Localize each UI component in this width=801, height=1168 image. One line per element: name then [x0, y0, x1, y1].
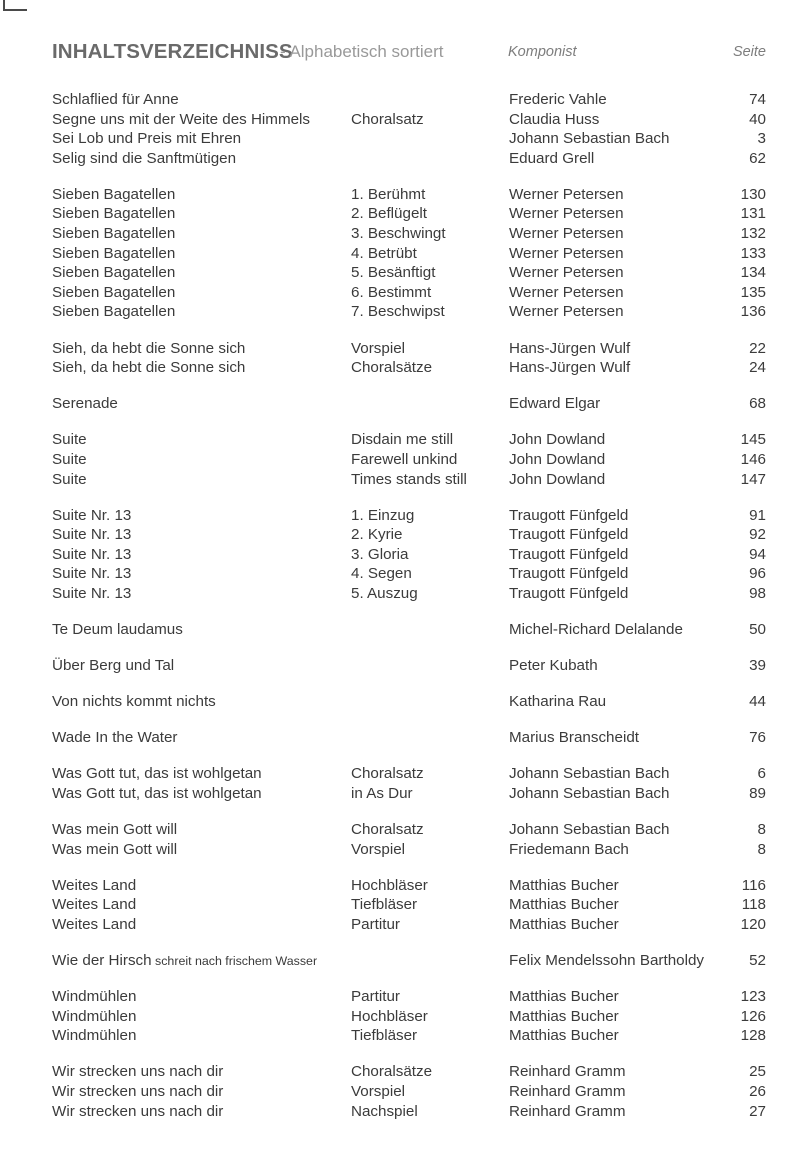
entry-title-main: Windmühlen [52, 1007, 137, 1025]
toc-group [52, 1062, 766, 1121]
toc-entry-row[interactable] [52, 110, 766, 130]
entry-composer: Michel-Richard Delalande [509, 621, 683, 639]
toc-entry-row[interactable] [52, 987, 766, 1007]
toc-entry-row[interactable] [52, 185, 766, 205]
entry-composer: Felix Mendelssohn Bartholdy [509, 952, 705, 970]
entry-title-main: Suite [52, 431, 87, 449]
entry-page-number: 131 [740, 205, 766, 223]
entry-title-main: Wir strecken uns nach dir [52, 1063, 224, 1081]
entry-title-main: Weites Land [52, 876, 137, 894]
entry-title-main: Sieben Bagatellen [52, 303, 176, 321]
entry-page-number: 89 [749, 785, 766, 803]
toc-entry-row[interactable] [52, 1062, 766, 1082]
entry-title-main: Was Gott tut, das ist wohlgetan [52, 785, 262, 803]
entry-subtitle: in As Dur [351, 785, 413, 803]
entry-composer: Traugott Fünfgeld [509, 584, 629, 602]
entry-subtitle: Times stands still [351, 470, 467, 488]
entry-page-number: 96 [749, 565, 766, 583]
entry-page-number: 146 [740, 450, 766, 468]
entry-title-main: Weites Land [52, 896, 137, 914]
toc-group [52, 951, 766, 971]
entry-title-main: Te Deum laudamus [52, 621, 183, 639]
entry-title-main: Was Gott tut, das ist wohlgetan [52, 765, 262, 783]
toc-group [52, 620, 766, 640]
entry-page-number: 76 [749, 729, 766, 747]
entry-composer: Johann Sebastian Bach [509, 765, 670, 783]
toc-group [52, 506, 766, 604]
entry-page-number: 134 [740, 264, 766, 282]
entry-subtitle: Choralsatz [351, 821, 424, 839]
entry-title-main: Sieh, da hebt die Sonne sich [52, 339, 246, 357]
entry-title-main: Sieben Bagatellen [52, 205, 176, 223]
entry-composer: Werner Petersen [509, 264, 624, 282]
entry-subtitle: 5. Besänftigt [351, 264, 436, 282]
entry-composer: Peter Kubath [509, 657, 598, 675]
toc-entry-row[interactable] [52, 620, 766, 640]
entry-composer: Traugott Fünfgeld [509, 506, 629, 524]
toc-group [52, 339, 766, 378]
toc-entry-row[interactable] [52, 1082, 766, 1102]
entry-title-main: Selig sind die Sanftmütigen [52, 149, 237, 167]
entry-page-number: 24 [749, 359, 766, 377]
entry-page-number: 135 [740, 283, 766, 301]
entry-composer: Werner Petersen [509, 185, 624, 203]
entry-composer: Traugott Fünfgeld [509, 526, 629, 544]
entry-subtitle: Disdain me still [351, 431, 454, 449]
column-header-composer: Komponist [508, 44, 577, 60]
entry-title-main: Wade In the Water [52, 729, 178, 747]
entry-title-main: Weites Land [52, 916, 137, 933]
entry-page-number: 133 [740, 244, 766, 262]
entry-composer: Eduard Grell [509, 149, 595, 167]
entry-subtitle: Vorspiel [351, 339, 406, 357]
entry-page-number: 128 [740, 1027, 766, 1045]
toc-group [52, 987, 766, 1046]
entry-title-main: Von nichts kommt nichts [52, 693, 216, 711]
entry-page-number: 126 [740, 1007, 766, 1025]
entry-title-main: Sieben Bagatellen [52, 185, 176, 203]
entry-title-main: Suite Nr. 13 [52, 506, 132, 524]
entry-page-number: 62 [749, 149, 766, 167]
entry-composer: Reinhard Gramm [509, 1102, 626, 1120]
entry-page-number: 130 [740, 185, 766, 203]
entry-composer: Claudia Huss [509, 110, 600, 128]
entry-page-number: 68 [749, 395, 766, 413]
entry-page-number: 120 [740, 916, 766, 933]
toc-content [52, 40, 766, 1138]
entry-title-main: Sei Lob und Preis mit Ehren [52, 130, 242, 148]
entry-subtitle: Choralsätze [351, 1063, 433, 1081]
toc-entry-row[interactable] [52, 90, 766, 110]
entry-title-main: Was mein Gott will [52, 821, 178, 839]
entry-subtitle: 1. Berühmt [351, 185, 426, 203]
entry-page-number: 6 [757, 765, 766, 783]
entry-composer: John Dowland [509, 450, 606, 468]
entry-title-main: Was mein Gott will [52, 840, 178, 858]
toc-entry-row[interactable] [52, 506, 766, 526]
toc-entry-row[interactable] [52, 339, 766, 359]
entry-subtitle: Vorspiel [351, 840, 406, 858]
toc-entry-row[interactable] [52, 820, 766, 840]
entry-page-number: 145 [740, 431, 766, 449]
toc-entry-row[interactable] [52, 224, 766, 244]
entry-subtitle: Farewell unkind [351, 450, 458, 468]
entry-title-main: Sieben Bagatellen [52, 244, 176, 262]
entry-composer: Matthias Bucher [509, 1007, 619, 1025]
toc-entry-row[interactable] [52, 1007, 766, 1027]
entry-composer: Werner Petersen [509, 283, 624, 301]
entry-page-number: 44 [749, 693, 766, 711]
entry-subtitle: 4. Betrübt [351, 244, 417, 262]
toc-entry-row[interactable] [52, 915, 766, 935]
entry-composer: Matthias Bucher [509, 916, 619, 933]
entry-composer: Werner Petersen [509, 225, 624, 243]
entry-page-number: 116 [741, 876, 766, 894]
entry-subtitle: Choralsätze [351, 359, 433, 377]
entry-title-subline: schreit nach frischem Wasser [151, 954, 318, 969]
toc-entry-row[interactable] [52, 1026, 766, 1046]
entry-page-number: 40 [749, 110, 766, 128]
entry-composer: Hans-Jürgen Wulf [509, 359, 631, 377]
toc-entry-row[interactable] [52, 764, 766, 784]
entry-page-number: 118 [741, 896, 766, 914]
toc-group [52, 430, 766, 489]
entry-subtitle: 3. Beschwingt [351, 225, 446, 243]
entry-subtitle: Tiefbläser [351, 896, 418, 914]
entry-composer: Johann Sebastian Bach [509, 821, 670, 839]
entry-title-main: Suite [52, 470, 87, 488]
entry-subtitle: Hochbläser [351, 1007, 428, 1025]
toc-entry-row[interactable] [52, 656, 766, 676]
entry-subtitle: 7. Beschwipst [351, 303, 445, 321]
entry-title-main: Schlaflied für Anne [52, 91, 179, 108]
toc-group [52, 876, 766, 935]
entry-title-main: Sieben Bagatellen [52, 264, 176, 282]
entry-page-number: 52 [749, 952, 766, 970]
entry-page-number: 91 [749, 506, 766, 524]
entry-subtitle: Choralsatz [351, 110, 424, 128]
toc-group [52, 90, 766, 168]
toc-entry-row[interactable] [52, 784, 766, 804]
entry-subtitle: 2. Kyrie [351, 526, 403, 544]
entry-page-number: 123 [740, 988, 766, 1006]
entry-page-number: 8 [757, 821, 766, 839]
entry-page-number: 74 [749, 91, 766, 108]
entry-page-number: 50 [749, 621, 766, 639]
entry-composer: Traugott Fünfgeld [509, 545, 629, 563]
toc-entry-groups [52, 90, 766, 1121]
toc-entry-row[interactable] [52, 728, 766, 748]
toc-header [52, 40, 766, 74]
toc-entry-row[interactable] [52, 525, 766, 545]
entry-composer: Matthias Bucher [509, 876, 619, 894]
entry-composer: Friedemann Bach [509, 840, 629, 858]
entry-subtitle: 6. Bestimmt [351, 283, 432, 301]
toc-entry-row[interactable] [52, 545, 766, 565]
toc-group [52, 656, 766, 676]
entry-page-number: 26 [749, 1083, 766, 1101]
toc-entry-row[interactable] [52, 358, 766, 378]
crop-mark [3, 0, 27, 11]
toc-entry-row[interactable] [52, 895, 766, 915]
entry-title-main: Serenade [52, 395, 118, 413]
entry-composer: Reinhard Gramm [509, 1083, 626, 1101]
toc-entry-row[interactable] [52, 302, 766, 322]
entry-title-main: Suite Nr. 13 [52, 565, 132, 583]
entry-composer: Werner Petersen [509, 205, 624, 223]
entry-composer: Werner Petersen [509, 303, 624, 321]
entry-subtitle: 5. Auszug [351, 584, 418, 602]
entry-subtitle: Tiefbläser [351, 1027, 418, 1045]
toc-entry-row[interactable] [52, 244, 766, 264]
toc-entry-row[interactable] [52, 584, 766, 604]
entry-subtitle: Nachspiel [351, 1102, 418, 1120]
toc-entry-row[interactable] [52, 430, 766, 450]
entry-subtitle: Choralsatz [351, 765, 424, 783]
entry-page-number: 27 [749, 1102, 766, 1120]
toc-entry-row[interactable] [52, 263, 766, 283]
entry-composer: Hans-Jürgen Wulf [509, 339, 631, 357]
entry-title-main: Sieben Bagatellen [52, 283, 176, 301]
entry-composer: Johann Sebastian Bach [509, 785, 670, 803]
page-title: INHALTSVERZEICHNISS [52, 40, 293, 63]
toc-group [52, 394, 766, 414]
entry-subtitle: Vorspiel [351, 1083, 406, 1101]
entry-composer: John Dowland [509, 470, 606, 488]
toc-entry-row[interactable] [52, 149, 766, 169]
entry-page-number: 22 [749, 339, 766, 357]
entry-title-main: Sieben Bagatellen [52, 225, 176, 243]
entry-title-main: Windmühlen [52, 1027, 137, 1045]
entry-page-number: 147 [740, 470, 766, 488]
entry-title-main: Suite Nr. 13 [52, 526, 132, 544]
entry-subtitle: Partitur [351, 916, 400, 933]
toc-entry-row[interactable] [52, 564, 766, 584]
entry-subtitle: 1. Einzug [351, 506, 415, 524]
entry-composer: Matthias Bucher [509, 896, 619, 914]
entry-page-number: 98 [749, 584, 766, 602]
toc-entry-row[interactable] [52, 204, 766, 224]
entry-page-number: 94 [749, 545, 766, 563]
entry-composer: Werner Petersen [509, 244, 624, 262]
entry-title-main: Segne uns mit der Weite des Himmels [52, 110, 311, 128]
entry-subtitle: 3. Gloria [351, 545, 409, 563]
entry-page-number: 132 [740, 225, 766, 243]
entry-title-main: Suite Nr. 13 [52, 584, 132, 602]
entry-page-number: 3 [757, 130, 766, 148]
entry-title-main: Windmühlen [52, 988, 137, 1006]
toc-group [52, 728, 766, 748]
entry-composer: Edward Elgar [509, 395, 601, 413]
toc-entry-row[interactable] [52, 840, 766, 860]
toc-entry-row[interactable] [52, 876, 766, 896]
entry-composer: Johann Sebastian Bach [509, 130, 670, 148]
toc-entry-row[interactable] [52, 692, 766, 712]
entry-page-number: 8 [757, 840, 766, 858]
entry-subtitle: 4. Segen [351, 565, 412, 583]
entry-title-main: Wie der Hirsch [52, 952, 152, 970]
entry-subtitle: Hochbläser [351, 876, 428, 894]
entry-composer: Marius Branscheidt [509, 729, 639, 747]
page-subtitle: - Alphabetisch sortiert [280, 42, 444, 61]
toc-entry-row[interactable] [52, 394, 766, 414]
toc-group [52, 185, 766, 322]
entry-composer: Matthias Bucher [509, 1027, 619, 1045]
toc-entry-row[interactable] [52, 951, 766, 971]
entry-page-number: 92 [749, 526, 766, 544]
toc-entry-row[interactable] [52, 470, 766, 490]
entry-composer: Reinhard Gramm [509, 1063, 626, 1081]
entry-page-number: 25 [749, 1063, 766, 1081]
entry-title-main: Suite Nr. 13 [52, 545, 132, 563]
entry-page-number: 136 [740, 303, 766, 321]
entry-composer: Katharina Rau [509, 693, 607, 711]
toc-group [52, 820, 766, 859]
entry-composer: Frederic Vahle [509, 91, 607, 108]
toc-entry-row[interactable] [52, 1102, 766, 1122]
entry-page-number: 39 [749, 657, 766, 675]
entry-title-main: Über Berg und Tal [52, 657, 175, 675]
toc-entry-row[interactable] [52, 283, 766, 303]
entry-title-main: Suite [52, 450, 87, 468]
entry-title-main: Wir strecken uns nach dir [52, 1102, 224, 1120]
entry-subtitle: Partitur [351, 988, 400, 1006]
entry-title-main: Wir strecken uns nach dir [52, 1083, 224, 1101]
entry-composer: Traugott Fünfgeld [509, 565, 629, 583]
entry-composer: John Dowland [509, 431, 606, 449]
column-header-page: Seite [732, 44, 766, 60]
entry-composer: Matthias Bucher [509, 988, 619, 1006]
toc-group [52, 764, 766, 803]
toc-entry-row[interactable] [52, 129, 766, 149]
entry-title-main: Sieh, da hebt die Sonne sich [52, 359, 246, 377]
entry-subtitle: 2. Beflügelt [351, 205, 427, 223]
toc-entry-row[interactable] [52, 450, 766, 470]
toc-group [52, 692, 766, 712]
